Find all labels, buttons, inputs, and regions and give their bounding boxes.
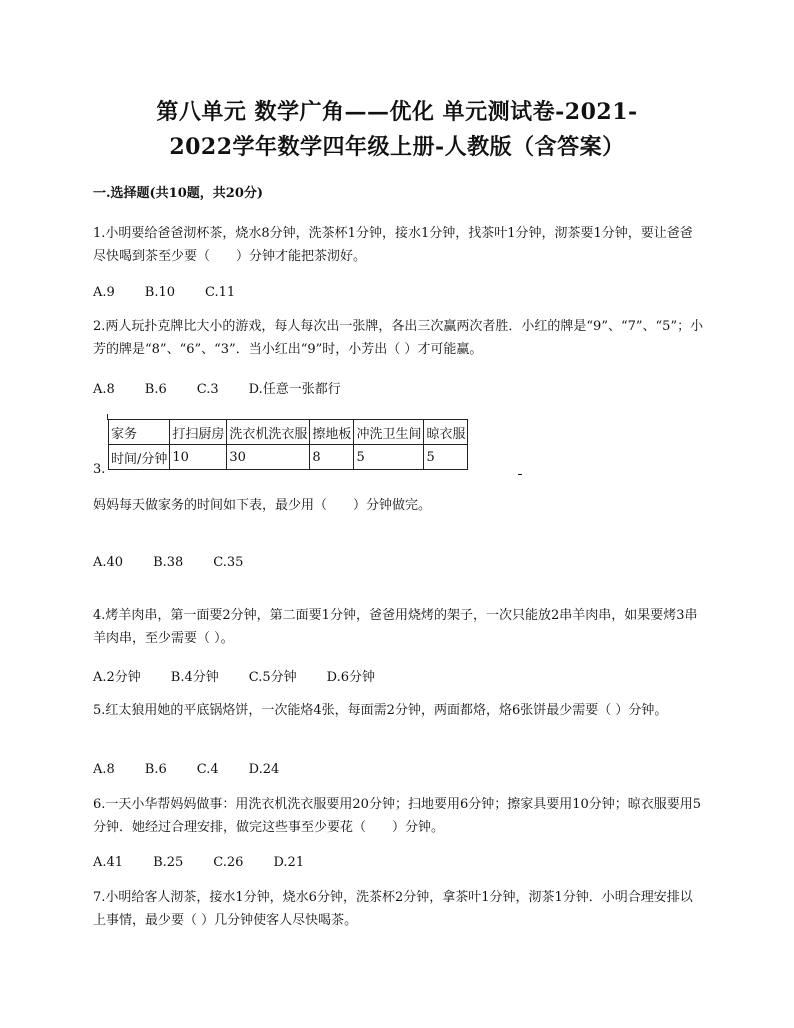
table-row: [109, 420, 468, 445]
question-6: 6.一天小华帮妈妈做事：用洗衣机洗衣服要用20分钟；扫地要用6分钟；擦家具要用10分钟；晾衣服要用5分钟．她经过合理安排，做完这些事至少要花（ ）分钟。: [93, 797, 702, 835]
question-3-number: 3.: [93, 462, 106, 477]
option-a: A.8: [93, 382, 115, 397]
option-d: D.21: [273, 855, 305, 870]
question-6-options: [93, 855, 334, 870]
option-c: C.11: [205, 285, 236, 300]
table-mark: [518, 474, 522, 475]
table-cell: 30: [227, 445, 310, 470]
table-cell: 家务: [109, 420, 170, 445]
question-5: 5.红太狼用她的平底锅烙饼，一次能烙4张，每面需2分钟，两面都烙，烙6张饼最少需要（ ）分钟。: [93, 703, 668, 718]
table-cell: 冲洗卫生间: [354, 420, 424, 445]
option-a: A.8: [93, 762, 115, 777]
table-cell: 洗衣机洗衣服: [227, 420, 310, 445]
section-heading: 一.选择题(共10题，共20分): [93, 186, 264, 201]
option-d: D.任意一张都行: [248, 382, 341, 397]
option-a: A.41: [93, 855, 124, 870]
question-7: 7.小明给客人沏茶，接水1分钟，烧水6分钟，洗茶杯2分钟，拿茶叶1分钟，沏茶1分钟．小明合理安排以上事情，最少要（ ）几分钟使客人尽快喝茶。: [93, 890, 693, 928]
question-4-options: [93, 666, 405, 685]
table-row: [109, 445, 468, 470]
table-cell: 擦地板: [310, 420, 354, 445]
option-b: B.6: [144, 762, 167, 777]
option-a: A.2分钟: [93, 670, 141, 685]
table-cell: 5: [424, 445, 468, 470]
question-3: 妈妈每天做家务的时间如下表，最少用（ ）分钟做完。: [93, 498, 432, 513]
table-cell: 5: [354, 445, 424, 470]
question-2-options: [93, 378, 371, 397]
option-b: B.10: [144, 285, 176, 300]
option-a: A.9: [93, 285, 115, 300]
question-3-options: [93, 555, 273, 570]
option-c: C.26: [213, 855, 244, 870]
option-c: C.5分钟: [248, 670, 297, 685]
table-cell: 时间/分钟: [109, 445, 170, 470]
option-c: C.4: [196, 762, 219, 777]
table-cell: 10: [170, 445, 227, 470]
page-title-line-1: 第八单元 数学广角——优化 单元测试卷-2021-: [156, 99, 638, 125]
page-title-line-2: 2022学年数学四年级上册-人教版（含答案）: [169, 134, 625, 160]
option-b: B.25: [153, 855, 184, 870]
option-c: C.3: [196, 382, 219, 397]
chores-table: [108, 419, 468, 470]
option-d: D.6分钟: [326, 670, 376, 685]
question-4: 4.烤羊肉串，第一面要2分钟，第二面要1分钟，爸爸用烧烤的架子，一次只能放2串羊肉串，如果要烤3串羊肉串，至少需要（ ）。: [93, 608, 698, 646]
question-1: 1.小明要给爸爸沏杯茶，烧水8分钟，洗茶杯1分钟，接水1分钟，找茶叶1分钟，沏茶要1分钟，要让爸爸尽快喝到茶至少要（ ）分钟才能把茶沏好。: [93, 226, 693, 264]
table-cell: 打扫厨房: [170, 420, 227, 445]
option-d: D.24: [248, 762, 280, 777]
question-2: 2.两人玩扑克牌比大小的游戏，每人每次出一张牌，各出三次赢两次者胜．小红的牌是“9”、“7”、“5”；小芳的牌是“8”、“6”、“3”．当小红出“9”时，小芳出（ ）才可能赢。: [93, 319, 704, 357]
option-a: A.40: [93, 555, 124, 570]
question-1-options: [93, 285, 265, 300]
option-b: B.6: [144, 382, 167, 397]
question-5-options: [93, 762, 309, 777]
option-b: B.4分钟: [170, 670, 219, 685]
table-cell: 晾衣服: [424, 420, 468, 445]
option-c: C.35: [213, 555, 244, 570]
option-b: B.38: [153, 555, 184, 570]
table-cell: 8: [310, 445, 354, 470]
